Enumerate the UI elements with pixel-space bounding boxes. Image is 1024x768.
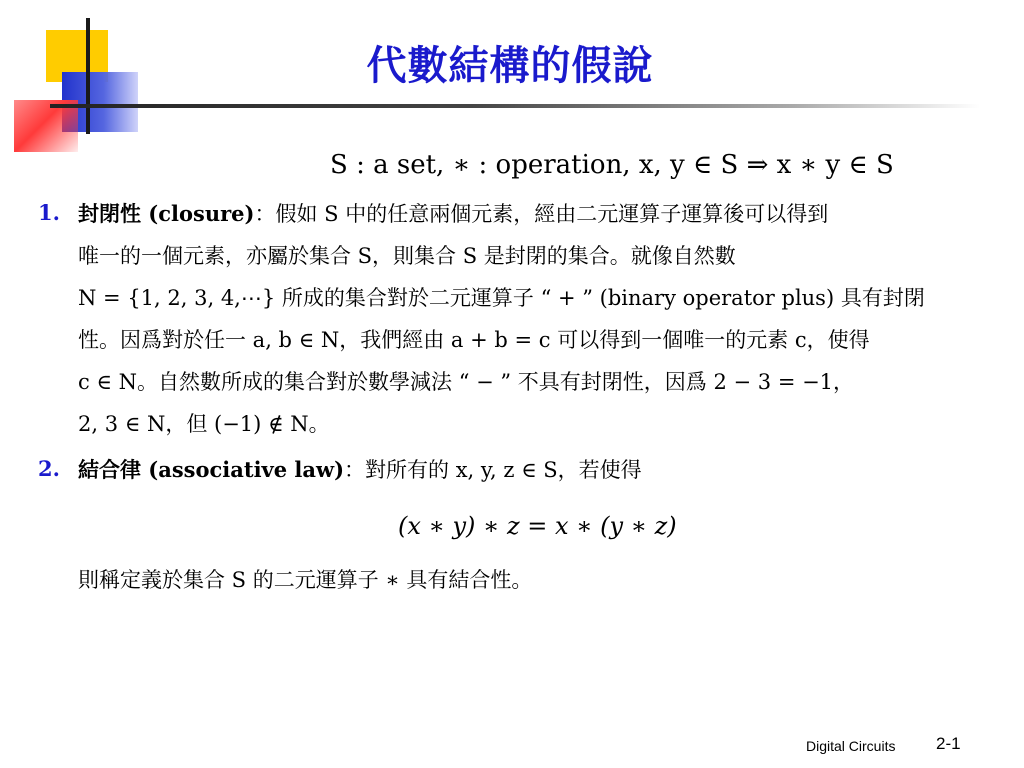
slide-title: 代數結構的假說 bbox=[366, 43, 654, 89]
item-term-associative: 結合律 (associative law) bbox=[78, 457, 345, 482]
item-1-line-2: 唯一的一個元素，亦屬於集合 S，則集合 S 是封閉的集合。就像自然數 bbox=[78, 244, 736, 268]
title-underline-rule bbox=[50, 104, 980, 108]
item-1-line-3: N = {1, 2, 3, 4,⋯} 所成的集合對於二元運算子 “ + ” (binary operator plus) 具有封閉 bbox=[78, 286, 925, 310]
item-term-closure: 封閉性 (closure) bbox=[78, 201, 255, 226]
footer-course-label: Digital Circuits bbox=[806, 738, 896, 754]
item-2-line-1 bbox=[78, 454, 642, 484]
item-2-line-1-text: ：對所有的 x, y, z ∈ S，若使得 bbox=[344, 458, 642, 482]
item-1-line-1-text: ：假如 S 中的任意兩個元素，經由二元運算子運算後可以得到 bbox=[254, 202, 829, 226]
item-1-line-5: c ∈ N。自然數所成的集合對於數學減法 “ − ” 不具有封閉性，因爲 2 − 3 = −1， bbox=[78, 370, 855, 394]
item-number-2: 2. bbox=[38, 456, 60, 481]
definition-formula: S : a set, ∗ : operation, x, y ∈ S ⇒ x ∗ y ∈ S bbox=[330, 150, 894, 180]
item-1-line-1 bbox=[78, 198, 828, 228]
footer-page-number: 2-1 bbox=[936, 734, 961, 753]
associative-equation: (x ∗ y) ∗ z = x ∗ (y ∗ z) bbox=[398, 512, 677, 540]
vertical-rule bbox=[86, 18, 90, 134]
corner-decoration bbox=[0, 0, 200, 160]
item-1-line-4: 性。因爲對於任一 a, b ∈ N，我們經由 a + b = c 可以得到一個唯一的元素 c，使得 bbox=[78, 328, 870, 352]
item-1-line-6: 2, 3 ∈ N，但 (−1) ∉ N。 bbox=[78, 412, 330, 436]
associative-conclusion: 則稱定義於集合 S 的二元運算子 ∗ 具有結合性。 bbox=[78, 568, 533, 592]
item-number-1: 1. bbox=[38, 200, 60, 225]
